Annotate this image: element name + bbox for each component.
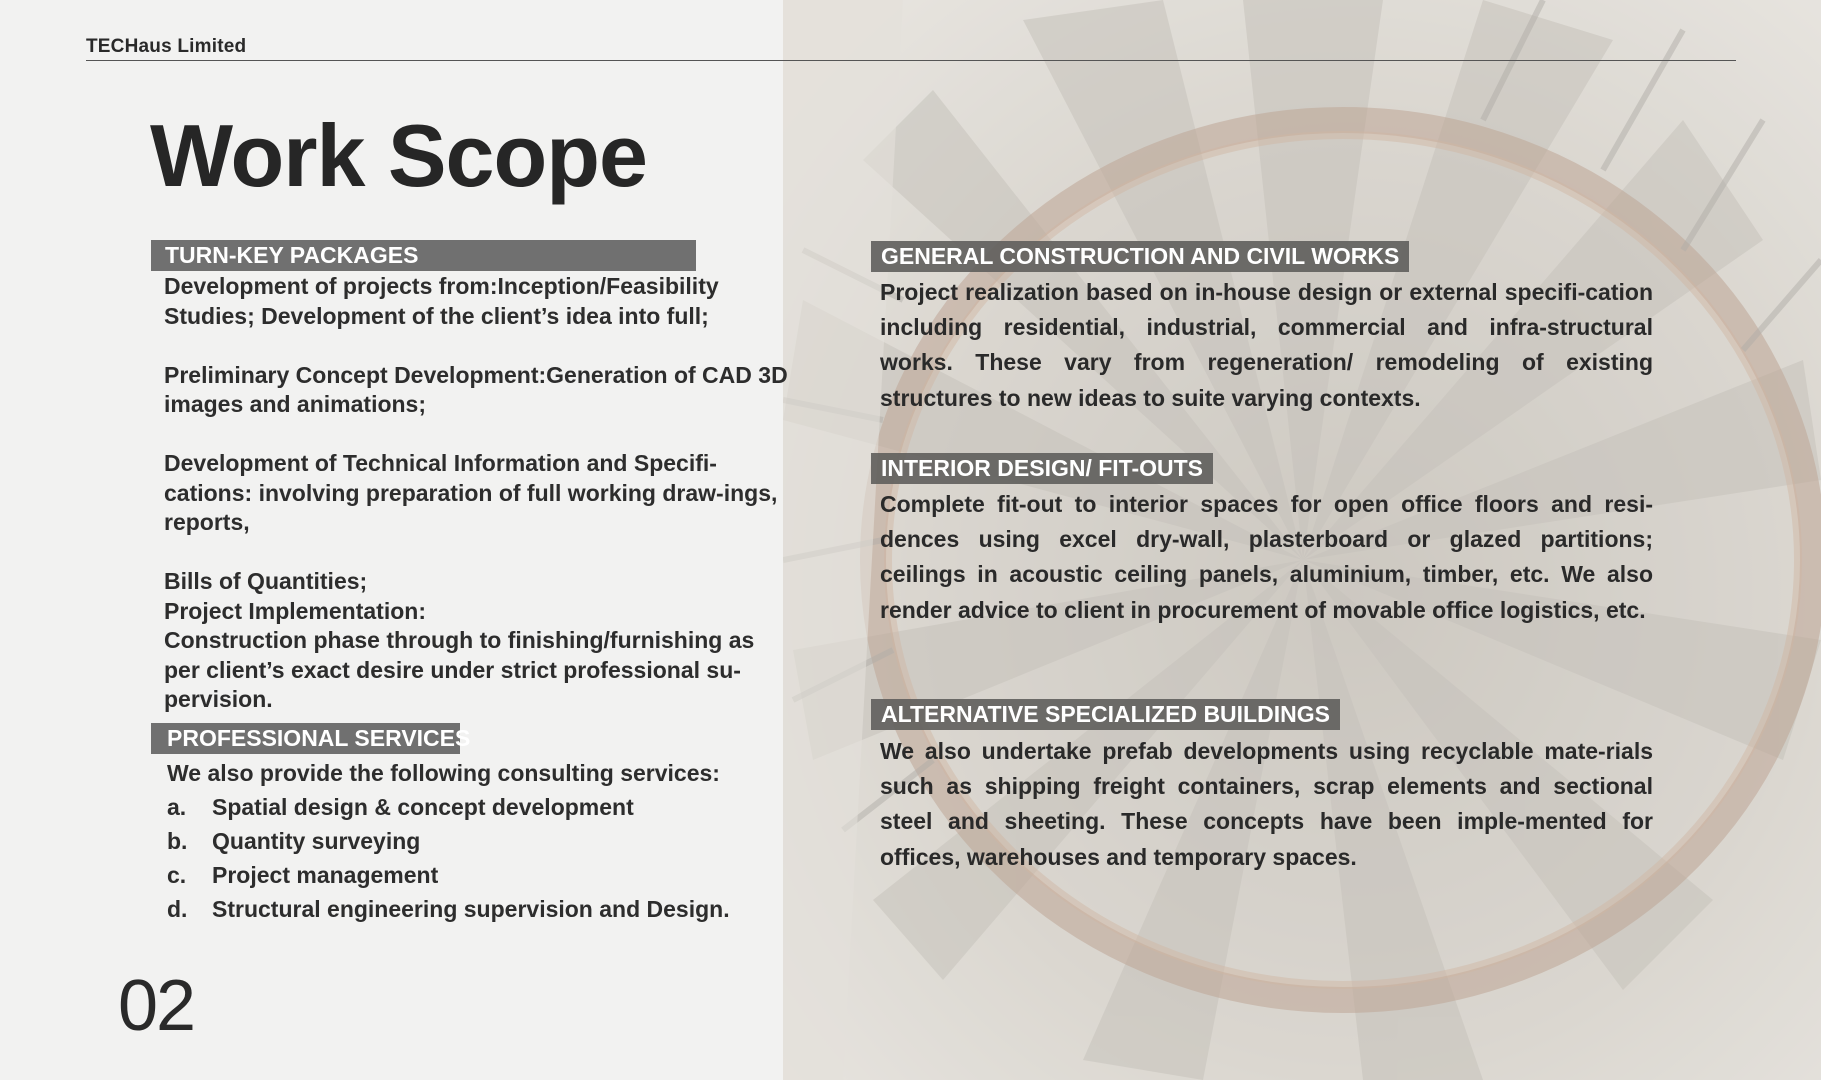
list-item <box>167 790 730 824</box>
general-construction-heading: GENERAL CONSTRUCTION AND CIVIL WORKS <box>871 241 1409 272</box>
general-construction-body: Project realization based on in-house design or external specifi-cation including residential, industrial, commercial and infra-structural works. These vary from regeneration/ remodeling of existing structures to new ideas to suite varying contexts. <box>880 279 1653 411</box>
page-title: Work Scope <box>150 106 647 205</box>
list-text: Spatial design & concept development <box>212 794 634 820</box>
turnkey-heading: TURN-KEY PACKAGES <box>151 240 696 271</box>
list-text: Structural engineering supervision and Design. <box>212 896 730 922</box>
list-letter: a. <box>167 794 187 820</box>
alternative-buildings-heading: ALTERNATIVE SPECIALIZED BUILDINGS <box>871 699 1340 730</box>
list-text: Quantity surveying <box>212 828 421 854</box>
company-name: TECHaus Limited <box>86 36 247 57</box>
professional-services-list <box>167 790 730 926</box>
list-text: Project management <box>212 862 439 888</box>
turnkey-paragraph: Preliminary Concept Development:Generation of CAD 3D images and animations; <box>164 361 788 417</box>
list-item <box>167 858 730 892</box>
turnkey-paragraph: Construction phase through to finishing/furnishing as per client’s exact desire under strict professional su-pervision. <box>164 627 755 712</box>
interior-design-body: Complete fit-out to interior spaces for open office floors and resi-dences using excel dry-wall, plasterboard or glazed partitions; ceilings in acoustic ceiling panels, aluminium, timber, etc. We also render advice to client in procurement of movable office logistics, etc. <box>880 491 1653 623</box>
turnkey-body <box>164 272 794 715</box>
list-item <box>167 824 730 858</box>
header-rule <box>86 60 1736 61</box>
list-letter: b. <box>167 828 188 854</box>
professional-intro: We also provide the following consulting services: <box>167 760 720 786</box>
list-letter: c. <box>167 862 187 888</box>
turnkey-paragraph: Development of Technical Information and Specifi-cations: involving preparation of full working draw-ings, reports, <box>164 450 778 535</box>
list-item <box>167 892 730 926</box>
turnkey-paragraph: Project Implementation: <box>164 597 426 624</box>
list-letter: d. <box>167 896 188 922</box>
professional-heading: PROFESSIONAL SERVICES <box>151 723 460 754</box>
turnkey-paragraph: Development of projects from:Inception/Feasibility Studies; Development of the client’s idea into full; <box>164 273 719 329</box>
page-number: 02 <box>118 966 195 1046</box>
interior-design-heading: INTERIOR DESIGN/ FIT-OUTS <box>871 453 1213 484</box>
alternative-buildings-body: We also undertake prefab developments using recyclable mate-rials such as shipping freight containers, scrap elements and sectional steel and sheeting. These concepts have been imple-mented for offices, warehouses and temporary spaces. <box>880 738 1653 870</box>
turnkey-paragraph: Bills of Quantities; <box>164 568 368 594</box>
